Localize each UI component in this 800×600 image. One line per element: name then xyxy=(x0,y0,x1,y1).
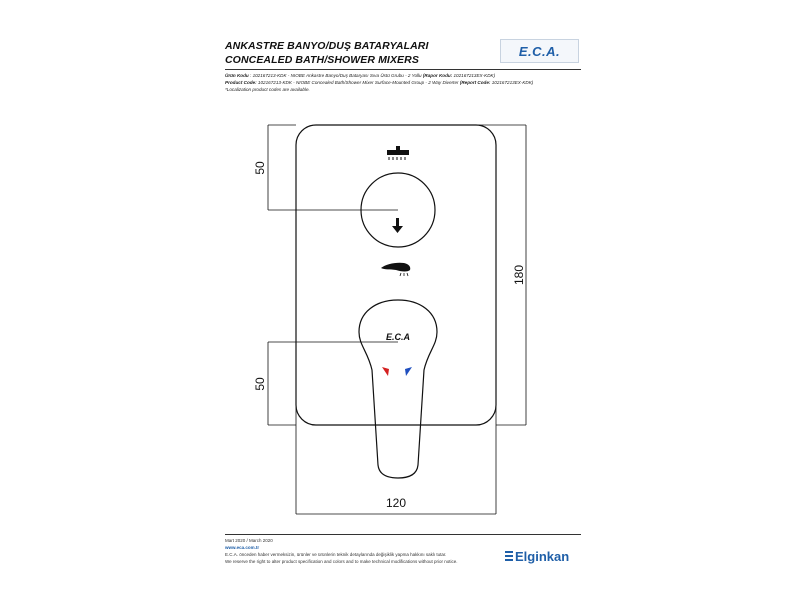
mixer-handle xyxy=(359,300,437,478)
dimension-upper-label: 50 xyxy=(253,161,267,175)
arrow-down-icon xyxy=(392,218,403,233)
cover-plate-outline xyxy=(296,125,496,425)
elginkan-logo xyxy=(505,549,569,564)
footer-rule xyxy=(225,534,581,535)
title-turkish: ANKASTRE BANYO/DUŞ BATARYALARI xyxy=(225,40,429,52)
title-english: CONCEALED BATH/SHOWER MIXERS xyxy=(225,54,419,66)
footer-disclaimer-en: We reserve the right to alter product specification and colors and to make technical modifications without prior notice. xyxy=(225,559,458,564)
footer-disclaimer-tr: E.C.A. önceden haber vermeksizin, ürünler ve ürünlerin teknik detaylarında değişiklik yapma hakkını saklı tutar. xyxy=(225,552,447,557)
elginkan-mark-icon xyxy=(505,551,513,562)
handle-brand-text: E.C.A xyxy=(385,332,411,342)
product-code-en-text: 102167213-KDK - NIOBE Concealed Bath/Shower Mixer Surface-Mounted Group - 2 Way Diverter xyxy=(256,80,460,85)
localization-note: *Localization product codes are available. xyxy=(225,87,310,92)
dimension-lower-50 xyxy=(268,342,398,425)
hot-indicator xyxy=(382,367,389,376)
footer-date: Mart 2020 / March 2020 xyxy=(225,538,273,543)
dimension-width-label: 120 xyxy=(385,496,407,510)
product-code-tr-label: Ürün Kodu xyxy=(225,73,249,78)
report-code-en-label: (Report Code: xyxy=(459,80,491,85)
report-code-tr-label: (Rapor Kodu: xyxy=(422,73,453,78)
elginkan-logo-text: Elginkan xyxy=(515,549,570,564)
report-code-en-value: 102167213EX-KDK) xyxy=(490,80,534,85)
dimension-lower-label: 50 xyxy=(253,377,267,391)
shower-head-icon xyxy=(387,146,409,160)
report-code-tr-value: 102167213EX-KDK) xyxy=(452,73,496,78)
product-code-tr-text: : 102167213-KDK - NIOBE Ankastre Banyo/Duş Bataryası Sıva Üstü Grubu - 2 Yollu xyxy=(248,73,423,78)
cold-indicator xyxy=(405,367,412,376)
hand-shower-icon xyxy=(381,263,410,276)
footer-website-link[interactable]: www.eca.com.tr xyxy=(225,545,260,550)
product-code-en-label: Product Code: xyxy=(225,80,257,85)
dimension-height-label: 180 xyxy=(512,264,526,286)
dimension-upper-50 xyxy=(268,125,398,210)
eca-logo-text: E.C.A. xyxy=(518,43,561,59)
